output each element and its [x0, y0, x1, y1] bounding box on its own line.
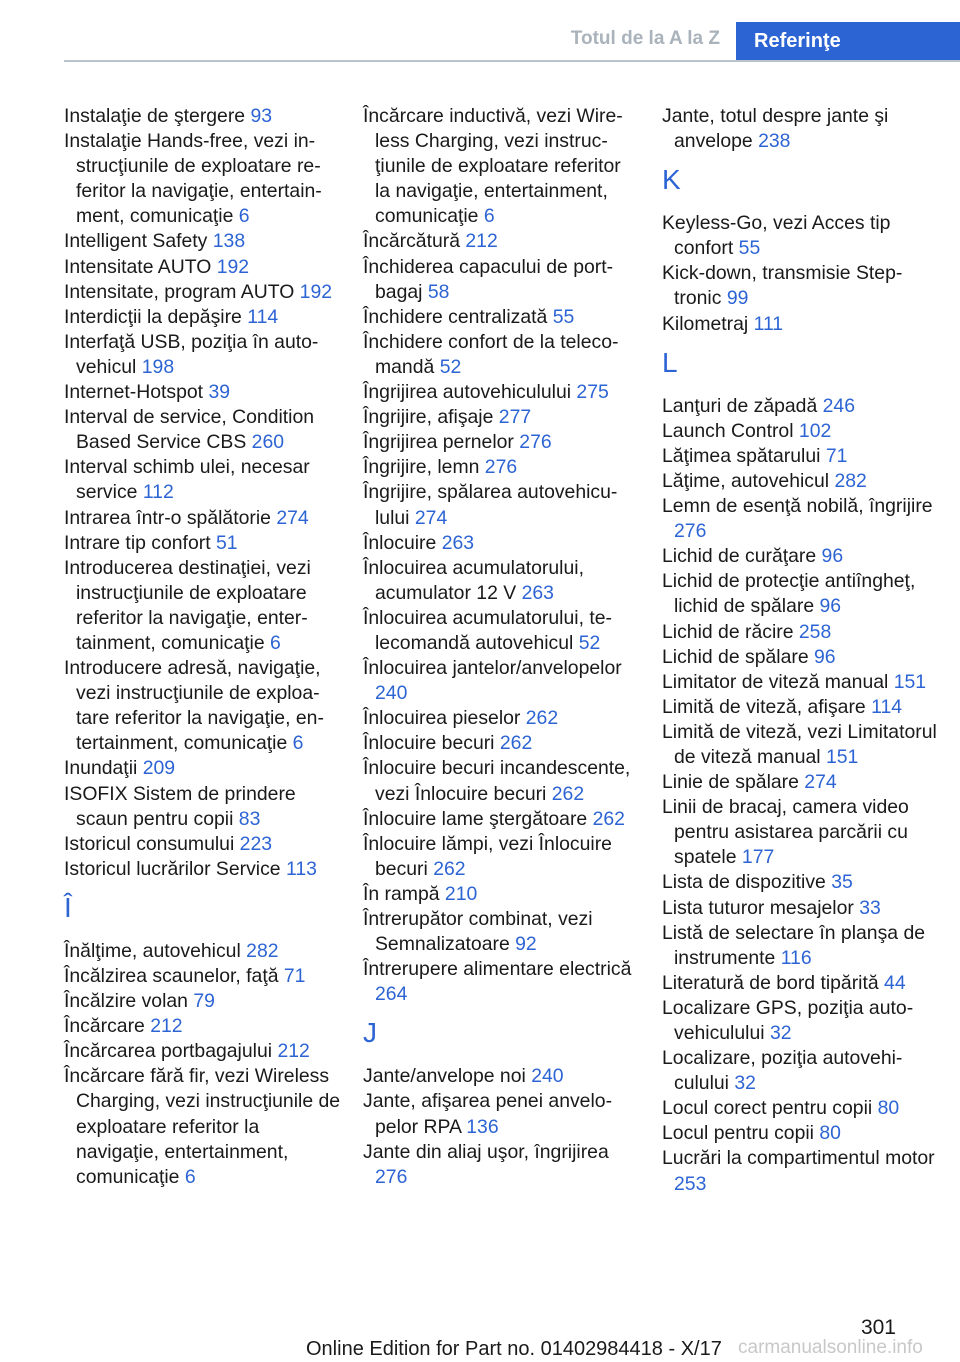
index-entry: [64, 939, 342, 964]
entry-text: Jante din aliaj uşor, îngrijirea: [363, 1140, 609, 1163]
entry-text: Încălzirea scaunelor, faţă: [64, 965, 284, 987]
entry-text: Istoricul consumului: [64, 832, 240, 855]
entry-text: Jante, totul despre jante şi anvelope: [662, 105, 889, 153]
index-entry: [662, 1146, 940, 1196]
index-entry: [662, 695, 940, 720]
index-entry: [64, 989, 342, 1014]
page-link[interactable]: 6: [270, 631, 281, 654]
page-link[interactable]: 276: [674, 520, 707, 543]
index-entry: [662, 469, 940, 494]
entry-text: Launch Control: [662, 419, 799, 442]
page-link[interactable]: 136: [466, 1115, 499, 1138]
page-link[interactable]: 262: [499, 732, 533, 755]
page-link[interactable]: 262: [592, 807, 625, 830]
index-entry: [662, 795, 940, 870]
entry-text: Intensitate AUTO: [64, 255, 217, 278]
index-entry: [64, 656, 342, 756]
index-column-1: [64, 104, 342, 1190]
index-entry: [363, 832, 641, 882]
index-entry: [64, 305, 342, 330]
entry-text: Încărcare fără fir, vezi Wireless Charging, vezi instrucţiunile de exploatare referitor la navigaţie, entertainment, comunicaţie: [64, 1065, 341, 1188]
section-letter: J: [363, 1017, 377, 1049]
index-entry: [662, 494, 940, 544]
index-entry: [363, 1064, 641, 1089]
entry-text: Linii de bracaj, camera video pentru asistarea parcării cu spatele: [662, 796, 909, 869]
page-link[interactable]: 52: [439, 355, 462, 378]
page-link[interactable]: 112: [142, 481, 174, 504]
index-entry: [64, 405, 342, 455]
entry-text: Lista tuturor mesajelor: [662, 896, 860, 919]
page-link[interactable]: 276: [375, 1165, 408, 1188]
index-entry: [64, 964, 342, 989]
entry-text: Încălzire volan: [64, 990, 194, 1013]
index-entry: [64, 556, 342, 656]
page-header: [0, 0, 960, 62]
entry-text: Lista de dispozitive: [662, 871, 832, 894]
entry-text: Înlocuire becuri: [363, 732, 500, 755]
index-entry: [363, 455, 641, 480]
index-entry: [64, 229, 342, 254]
entry-text: Istoricul lucrărilor Service: [64, 857, 286, 880]
index-column-3: [662, 104, 940, 1197]
page-link[interactable]: 264: [375, 983, 408, 1006]
entry-text: Lichid de curăţare: [662, 545, 822, 568]
entry-text: Înlocuirea pieselor: [363, 707, 526, 730]
index-entry: [64, 756, 342, 781]
index-entry: [64, 330, 342, 380]
page-link[interactable]: 192: [216, 255, 250, 278]
page-link[interactable]: 253: [674, 1172, 707, 1195]
entry-text: Înlocuire becuri incandescente, vezi Înlocuire becuri: [363, 757, 631, 805]
entry-text: Lăţimea spătarului: [662, 444, 826, 467]
index-column-2: [363, 104, 641, 1190]
page-link[interactable]: 274: [276, 506, 309, 529]
index-entry: [662, 261, 940, 311]
index-entry: [662, 921, 940, 971]
entry-text: Introducere adresă, navigaţie, vezi instrucţiunile de exploatare referitor la navigaţie, entertainment, comunicaţie: [64, 657, 324, 755]
page-link[interactable]: 116: [780, 946, 812, 969]
page-link[interactable]: 39: [208, 381, 231, 404]
index-entry: [662, 770, 940, 795]
page-link[interactable]: 274: [804, 771, 837, 794]
page-link[interactable]: 6: [238, 205, 250, 228]
entry-text: Îngrijire, afişaje: [363, 406, 499, 429]
entry-text: Îngrijirea autovehiculului: [363, 381, 577, 404]
page-link[interactable]: 96: [819, 595, 842, 618]
page-link[interactable]: 262: [551, 782, 585, 805]
entry-text: Înlocuire lame ştergătoare: [363, 807, 593, 830]
entry-text: Lichid de spălare: [662, 645, 814, 668]
index-entry: [662, 670, 940, 695]
entry-text: Locul corect pentru copii: [662, 1097, 878, 1120]
index-entry: [662, 312, 940, 337]
index-entry: [64, 531, 342, 556]
page-link[interactable]: 32: [734, 1072, 756, 1095]
entry-text: Înlocuire: [363, 531, 442, 554]
index-entry: [64, 104, 342, 129]
index-entry: [64, 255, 342, 280]
index-entry: [64, 1039, 342, 1064]
index-entry: [662, 620, 940, 645]
page-link[interactable]: 275: [576, 381, 609, 404]
index-entry: [662, 104, 940, 154]
page-link[interactable]: 276: [484, 456, 518, 479]
entry-text: Intelligent Safety: [64, 230, 213, 253]
index-entry: [662, 996, 940, 1046]
page-link[interactable]: 71: [283, 965, 306, 987]
index-entry: [64, 857, 342, 882]
entry-text: Întrerupător combinat, vezi Semnalizatoare: [363, 908, 593, 956]
entry-text: Lichid de protecţie antiîngheţ, lichid de spălare: [662, 570, 916, 618]
page-link[interactable]: 262: [433, 857, 466, 880]
index-entry: [363, 330, 641, 380]
page-link[interactable]: 277: [498, 406, 532, 429]
index-entry: [662, 720, 940, 770]
index-entry: [64, 380, 342, 405]
page-link[interactable]: 44: [884, 971, 906, 994]
page-link[interactable]: 151: [825, 745, 859, 768]
entry-text: Încărcarea portbagajului: [64, 1040, 278, 1063]
entry-text: Lucrări la compartimentul motor: [662, 1147, 935, 1170]
index-entry: [662, 444, 940, 469]
entry-text: Îngrijirea pernelor: [363, 431, 520, 454]
page-link[interactable]: 209: [142, 757, 176, 780]
page-link[interactable]: 80: [819, 1122, 841, 1145]
index-entry: [662, 1046, 940, 1096]
index-entry: [363, 731, 641, 756]
page-link[interactable]: 260: [251, 431, 285, 454]
index-entry: [363, 656, 641, 706]
section-letter: L: [662, 346, 678, 378]
page-link[interactable]: 96: [814, 645, 836, 668]
page-link[interactable]: 192: [299, 280, 333, 303]
page-link[interactable]: 210: [444, 882, 478, 905]
index-entry: [363, 1089, 641, 1139]
entry-text: Închiderea capacului de portbagaj: [363, 255, 614, 303]
index-entry: [662, 569, 940, 619]
index-entry: [64, 129, 342, 229]
entry-text: Instalaţie Hands-free, vezi instrucţiunile de exploatare referitor la navigaţie, entertainment, comunicaţie: [64, 130, 322, 228]
entry-text: Interval schimb ulei, necesar service: [64, 456, 310, 504]
entry-text: Îngrijire, spălarea autovehiculului: [363, 481, 618, 529]
entry-text: Interfaţă USB, poziţia în autovehicul: [64, 330, 319, 378]
page-link[interactable]: 80: [877, 1097, 900, 1120]
page-link[interactable]: 263: [521, 581, 554, 604]
index-entry: [363, 756, 641, 806]
entry-text: Lichid de răcire: [662, 620, 799, 643]
page-link[interactable]: 282: [246, 939, 279, 962]
page-link[interactable]: 240: [375, 682, 408, 705]
page-link[interactable]: 6: [292, 732, 304, 755]
index-entry: [662, 1121, 940, 1146]
page-link[interactable]: 6: [184, 1165, 196, 1188]
entry-text: Introducerea destinaţiei, vezi instrucţiunile de exploatare referitor la navigaţie, entertainment, comunicaţie: [64, 556, 311, 654]
index-entry: [363, 305, 641, 330]
entry-text: Intrare tip confort: [64, 531, 216, 554]
index-entry: [363, 706, 641, 731]
index-entry: [662, 645, 940, 670]
entry-text: Intrarea într-o spălătorie: [64, 506, 277, 529]
entry-text: Locul pentru copii: [662, 1122, 820, 1145]
entry-text: Lanţuri de zăpadă: [662, 394, 823, 417]
index-entry: [64, 782, 342, 832]
entry-text: Înlocuire lămpi, vezi Înlocuire becuri: [363, 832, 612, 880]
entry-text: În rampă: [363, 882, 445, 905]
entry-text: Înălţime, autovehicul: [64, 939, 247, 962]
page-link[interactable]: 32: [769, 1022, 792, 1044]
index-entry: [363, 531, 641, 556]
entry-text: Încărcare inductivă, vezi Wireless Charging, vezi instrucţiunile de exploatare referitor la navigaţie, entertainment, comunicaţie: [363, 105, 623, 228]
entry-text: Intensitate, program AUTO: [64, 280, 300, 303]
index-entry: [363, 480, 641, 530]
entry-text: Keyless-Go, vezi Acces tip confort: [662, 212, 891, 260]
page-link[interactable]: 83: [238, 807, 261, 830]
entry-text: Localizare GPS, poziţia autovehiculului: [662, 996, 914, 1044]
index-entry: [363, 255, 641, 305]
index-entry: [363, 405, 641, 430]
edition-note: Online Edition for Part no. 01402984418 - X/17: [306, 1338, 722, 1360]
page-link[interactable]: 6: [483, 205, 495, 228]
entry-text: Jante/anvelope noi: [363, 1065, 532, 1088]
page-link[interactable]: 246: [822, 394, 855, 417]
index-entry: [363, 556, 641, 606]
index-entry: [363, 882, 641, 907]
page-link[interactable]: 96: [821, 545, 844, 568]
page-link[interactable]: 212: [277, 1040, 310, 1063]
entry-text: Localizare, poziţia autovehiculului: [662, 1047, 903, 1095]
entry-text: Întrerupere alimentare electrică: [363, 958, 632, 981]
entry-text: Jante, afişarea penei anvelopelor RPA: [363, 1090, 613, 1138]
index-entry: [662, 544, 940, 569]
index-entry: [64, 1014, 342, 1039]
entry-text: Limitator de viteză manual: [662, 670, 894, 693]
index-entry: [662, 896, 940, 921]
entry-text: Lăţime, autovehicul: [662, 469, 835, 492]
page-link[interactable]: 51: [215, 531, 238, 554]
index-entry: [64, 1064, 342, 1189]
entry-text: Înlocuirea jantelor/anvelopelor: [363, 657, 622, 680]
entry-text: Instalaţie de ştergere: [64, 105, 251, 127]
page-link[interactable]: 58: [427, 280, 450, 303]
index-entry: [363, 430, 641, 455]
index-entry: [662, 211, 940, 261]
index-entry: [662, 971, 940, 996]
index-entry: [662, 419, 940, 444]
page-link[interactable]: 111: [753, 312, 784, 335]
page-link[interactable]: 55: [738, 237, 761, 260]
page-link[interactable]: 198: [141, 355, 175, 378]
index-entry: [363, 606, 641, 656]
index-entry: [363, 380, 641, 405]
entry-text: Inundaţii: [64, 757, 143, 780]
index-entry: [363, 807, 641, 832]
page-link[interactable]: 114: [871, 695, 903, 718]
index-entry: [363, 907, 641, 957]
entry-text: Listă de selectare în planşa de instrumente: [662, 921, 926, 969]
section-letter: Î: [64, 891, 72, 923]
page-link[interactable]: 276: [519, 431, 552, 454]
entry-text: Kick-down, transmisie Steptronic: [662, 262, 903, 310]
section-tab: Referinţe: [736, 22, 960, 62]
page-link[interactable]: 282: [834, 469, 867, 492]
page-link[interactable]: 274: [414, 506, 448, 529]
entry-text: Lemn de esenţă nobilă, îngrijire: [662, 495, 933, 518]
page-link[interactable]: 55: [552, 305, 575, 328]
index-entry: [64, 506, 342, 531]
entry-text: Închidere centralizată: [363, 305, 553, 328]
index-entry: [363, 957, 641, 1007]
header-divider: [64, 60, 960, 62]
index-entry: [64, 832, 342, 857]
entry-text: Limită de viteză, vezi Limitatorul de viteză manual: [662, 720, 937, 768]
entry-text: Interval de service, Condition Based Service CBS: [64, 406, 315, 454]
index-entry: [662, 394, 940, 419]
entry-text: Literatură de bord tipărită: [662, 971, 885, 994]
watermark: carmanualsonline.info: [738, 1337, 923, 1358]
page-link[interactable]: 35: [831, 871, 853, 894]
entry-text: Limită de viteză, afişare: [662, 695, 872, 718]
page-link[interactable]: 212: [150, 1015, 183, 1038]
entry-text: Înlocuirea acumulatorului, telecomandă autovehicul: [363, 606, 612, 654]
page-link[interactable]: 262: [525, 707, 559, 730]
page-link[interactable]: 151: [893, 670, 927, 693]
page-link[interactable]: 114: [247, 305, 279, 328]
index-entry: [64, 280, 342, 305]
index-entry: [363, 1140, 641, 1190]
entry-text: Internet-Hotspot: [64, 381, 209, 404]
page-link[interactable]: 99: [726, 287, 749, 310]
page-link[interactable]: 79: [193, 990, 215, 1013]
breadcrumb: Totul de la A la Z: [570, 28, 720, 49]
page-link[interactable]: 33: [859, 896, 881, 919]
entry-text: Închidere confort de la telecomandă: [363, 330, 619, 378]
page-link[interactable]: 71: [825, 444, 848, 467]
index-entry: [363, 104, 641, 229]
index-entry: [363, 229, 641, 254]
entry-text: ISOFIX Sistem de prindere scaun pentru copii: [64, 782, 296, 830]
entry-text: Încărcare: [64, 1015, 151, 1038]
page-link[interactable]: 263: [441, 531, 475, 554]
entry-text: Kilometraj: [662, 312, 754, 335]
page-number: 301: [860, 1316, 896, 1339]
page-link[interactable]: 238: [758, 130, 791, 153]
index-entry: [64, 455, 342, 505]
section-letter: K: [662, 164, 681, 196]
entry-text: Îngrijire, lemn: [363, 456, 485, 479]
page-link[interactable]: 52: [578, 631, 601, 654]
entry-text: Încărcătură: [363, 230, 466, 253]
page-link[interactable]: 102: [798, 419, 832, 442]
page-link[interactable]: 138: [212, 230, 246, 253]
page-link[interactable]: 223: [239, 832, 273, 855]
page-link[interactable]: 240: [531, 1065, 564, 1088]
entry-text: Înlocuirea acumulatorului, acumulator 12 V: [363, 556, 584, 604]
index-entry: [662, 1096, 940, 1121]
entry-text: Interdicţii la depăşire: [64, 305, 248, 328]
page-link[interactable]: 92: [515, 933, 537, 956]
page-link[interactable]: 93: [250, 105, 273, 127]
page-link[interactable]: 177: [741, 846, 775, 869]
entry-text: Linie de spălare: [662, 771, 805, 794]
index-entry: [662, 870, 940, 895]
page-link[interactable]: 212: [465, 230, 498, 253]
page-link[interactable]: 113: [285, 857, 317, 880]
page-link[interactable]: 258: [798, 620, 832, 643]
